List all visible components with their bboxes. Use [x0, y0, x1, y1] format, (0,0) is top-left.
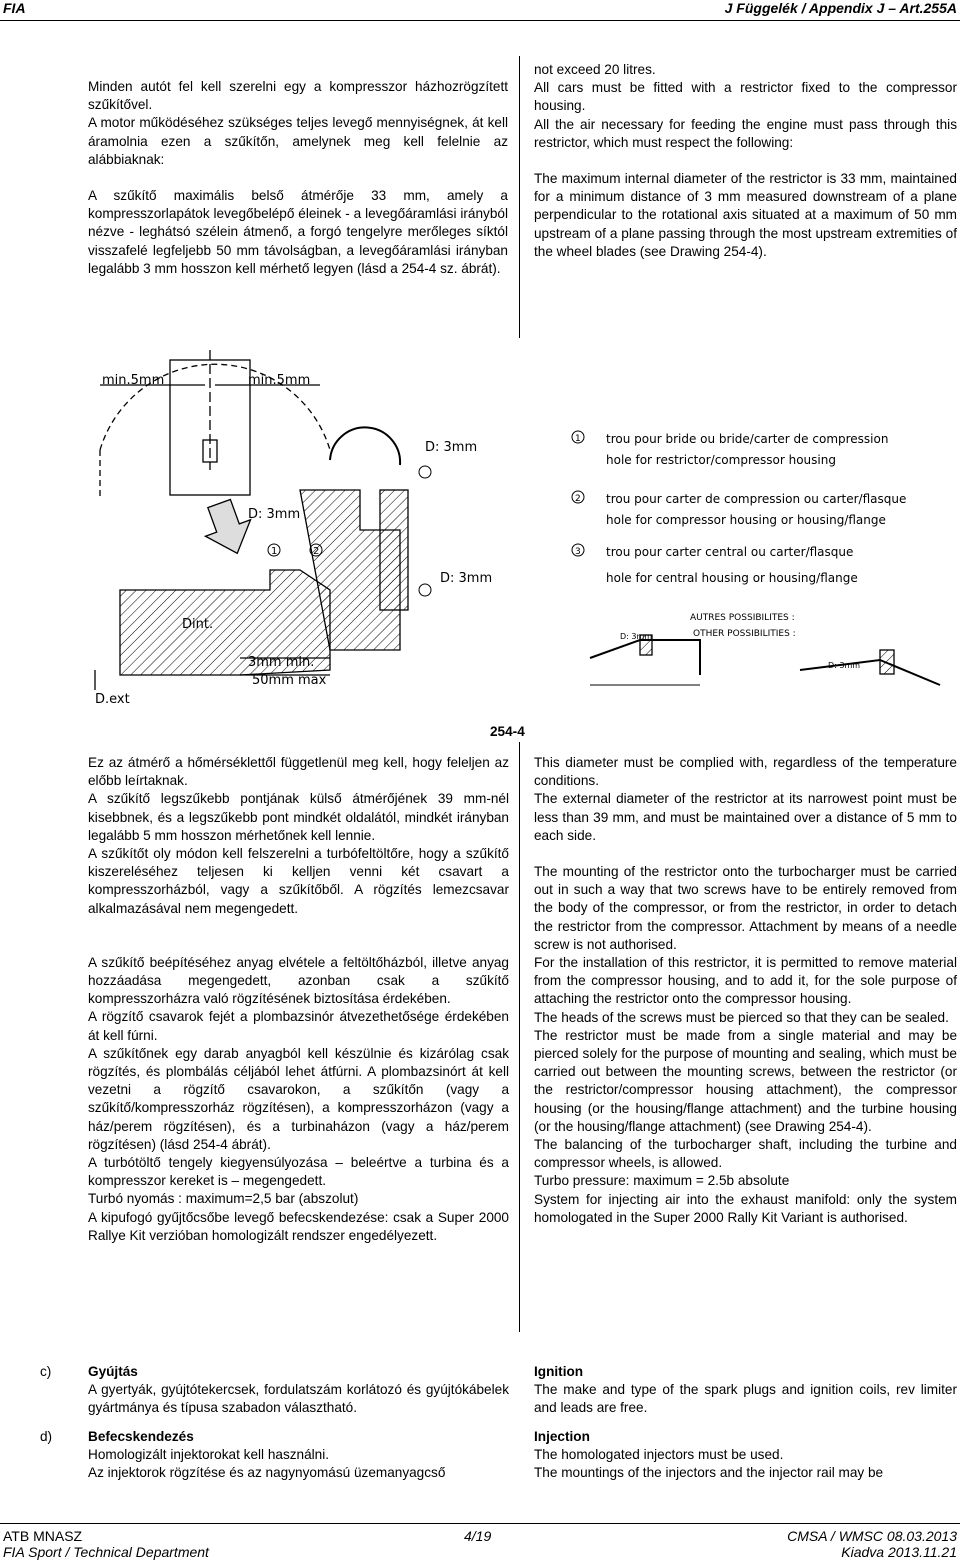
legend-num-2: 2: [575, 494, 581, 504]
paragraph: System for injecting air into the exhaust manifold: only the system homologated in the Super 2000 Rally Kit Variant is authorised.: [534, 1191, 957, 1225]
section-title: Gyújtás: [88, 1364, 138, 1379]
paragraph: A szűkítőt oly módon kell felszerelni a turbófeltöltőre, hogy a szűkítő kiszereléséhez teljesen ki kelljen venni két csavart a kompresszorházból, vagy a szűkítőből. A rögzítés lemezcsavar alkalmazásával nem megengedett.: [88, 846, 509, 916]
legend-en-3: hole for central housing or housing/flange: [606, 571, 858, 585]
legend-fr-2: trou pour carter de compression ou carter/flasque: [606, 492, 907, 506]
label-50mm-max: 50mm max: [252, 673, 327, 688]
restrictor-drawing: [0, 340, 960, 718]
top-left-column: [88, 78, 508, 278]
paragraph: The balancing of the turbocharger shaft, including the turbine and compressor wheels, is allowed.: [534, 1137, 957, 1171]
section-body: Az injektorok rögzítése és az nagynyomású üzemanyagcső: [88, 1465, 446, 1481]
paragraph: This diameter must be complied with, regardless of the temperature conditions.: [534, 755, 957, 789]
paragraph: Ez az átmérő a hőmérséklettől függetlenül meg kell, hogy feleljen az előbb leírtaknak.: [88, 755, 509, 789]
label-dint: Dint.: [182, 617, 214, 632]
drawing-caption: 254-4: [490, 724, 525, 739]
section-letter-d: d): [40, 1429, 53, 1444]
label-d3-d: D: 3mm: [620, 632, 653, 641]
legend-num-1: 1: [575, 434, 581, 444]
legend-fr-3: trou pour carter central ou carter/flasque: [606, 545, 854, 559]
section-d-hu: [88, 1428, 509, 1483]
paragraph: A szűkítő beépítéséhez anyag elvétele a feltöltőházból, illetve anyag hozzáadása megengedett, azonban csak a szűkítő kompresszorházra való rögzítésének biztosítása érdekében.: [88, 954, 509, 1007]
section-body: The mountings of the injectors and the injector rail may be: [534, 1465, 884, 1481]
label-autres: AUTRES POSSIBILITES :: [690, 613, 795, 623]
paragraph: Minden autót fel kell szerelni egy a kompresszor házhozrögzített szűkítővel.: [88, 79, 508, 113]
top-right-column: [534, 61, 957, 261]
paragraph: The mounting of the restrictor onto the turbocharger must be carried out in such a way that two screws have to be entirely removed from the body of the compressor, or from the restrictor, in order to detach the restrictor from the compressor. Attachment by means of a needle screw is not authorised.: [534, 864, 957, 952]
legend-en-1: hole for restrictor/compressor housing: [606, 453, 836, 467]
paragraph: The restrictor must be made from a single material and may be pierced solely for the purpose of mounting and sealing, which must be carried out between the mounting screws, between the restrictor (or the restrictor/compressor housing attachment), the compressor housing (or the housing/flange attachment) and the turbine housing (or the housing/flange attachment) (see Drawing 254-4).: [534, 1027, 957, 1134]
column-divider: [519, 742, 520, 1332]
paragraph: Turbó nyomás : maximum=2,5 bar (abszolut): [88, 1191, 359, 1207]
footer-right-2: Kiadva 2013.11.21: [841, 1544, 957, 1560]
section-d-en: [534, 1428, 957, 1483]
bottom-right-column: [534, 754, 957, 1227]
paragraph: Turbo pressure: maximum = 2.5b absolute: [534, 1173, 790, 1189]
column-divider: [519, 56, 520, 338]
paragraph: A szűkítő legszűkebb pontjának külső átmérőjének 39 mm-nél kisebbnek, és a legszűkebb pont mindkét oldalától, mindkét irányban legalább 5 mm hosszon mérhetőnek kell lennie.: [88, 791, 509, 843]
legend-fr-1: trou pour bride ou bride/carter de compression: [606, 432, 889, 446]
paragraph: A szűkítőnek egy darab anyagból kell készülnie és kizárólag csak rögzítés, és plombálás céljából lehet átfúrni. A plombazsinórt át kell vezetni a rögzítő csavarokon, a szűkítőn (vagy a szűkítő/kompresszorház rögzítésen), a kompresszorházon (vagy a ház/perem rögzítésen), és a turbinaházon (vagy a ház/perem rögzítésen) (lásd 254-4 ábrát).: [88, 1045, 509, 1152]
label-other: OTHER POSSIBILITIES :: [693, 629, 796, 639]
paragraph: All the air necessary for feeding the engine must pass through this restrictor, which must respect the following:: [534, 116, 957, 150]
paragraph: A szűkítő maximális belső átmérője 33 mm, amely a kompresszorlapátok levegőbelépő éleinek - a levegőáramlási irányból nézve - leghátsó szélein átmenő, a forgó tengelyre merőleges síktól visszafelé legfeljebb 50 mm távolságban, a levegőáramlási irányban legalább 3 mm hosszon kell mérhető legyen (lásd a 254-4 sz. ábrát).: [88, 188, 508, 276]
paragraph: A motor működéséhez szükséges teljes levegő mennyiségnek, át kell áramolnia ezen a szűkítőn, amelynek meg kell felelnie az alábbiaknak:: [88, 115, 508, 167]
legend-num-3: 3: [575, 547, 581, 557]
paragraph: The heads of the screws must be pierced so that they can be sealed.: [534, 1009, 949, 1025]
paragraph: The maximum internal diameter of the restrictor is 33 mm, maintained for a minimum distance of 3 mm measured downstream of a plane perpendicular to the rotational axis situated at a maximum of 50 mm upstream of a plane passing through the most upstream extremities of the wheel blades (see Drawing 254-4).: [534, 171, 957, 259]
footer-left-2: FIA Sport / Technical Department: [3, 1544, 209, 1560]
paragraph: The external diameter of the restrictor at its narrowest point must be less than 39 mm, and must be maintained over a distance of 5 mm to each side.: [534, 791, 957, 843]
paragraph: not exceed 20 litres.: [534, 62, 656, 77]
paragraph: A rögzítő csavarok fejét a plombazsinór átvezethetősége érdekében át kell fúrni.: [88, 1009, 509, 1043]
paragraph: For the installation of this restrictor, it is permitted to remove material from the compressor housing, and to add it, for the sole purpose of attaching the restrictor onto the compressor housing.: [534, 955, 957, 1007]
section-title: Ignition: [534, 1364, 584, 1379]
section-title: Injection: [534, 1429, 590, 1444]
footer-page-number: 4/19: [464, 1528, 492, 1544]
bottom-left-column: [88, 754, 509, 1245]
section-body: Homologizált injektorokat kell használni.: [88, 1447, 330, 1463]
page-footer: [0, 1523, 960, 1560]
label-min5-right: min.5mm: [248, 373, 311, 388]
label-3mm-min: 3mm min.: [248, 655, 315, 670]
section-body: The make and type of the spark plugs and ignition coils, rev limiter and leads are free.: [534, 1382, 957, 1416]
footer-right-1: CMSA / WMSC 08.03.2013: [787, 1528, 957, 1544]
page-header: [0, 0, 960, 21]
paragraph: All cars must be fitted with a restrictor fixed to the compressor housing.: [534, 80, 957, 114]
section-title: Befecskendezés: [88, 1429, 194, 1444]
section-body: The homologated injectors must be used.: [534, 1447, 784, 1463]
section-c-hu: [88, 1363, 509, 1418]
label-min5-left: min.5mm: [102, 373, 165, 388]
header-right: J Függelék / Appendix J – Art.255A: [724, 0, 957, 16]
label-dext: D.ext: [95, 692, 130, 707]
label-d3-c: D: 3mm: [440, 571, 493, 586]
paragraph: A kipufogó gyűjtőcsőbe levegő befecskendezése: csak a Super 2000 Rallye Kit verzióban homologizált rendszer engedélyezett.: [88, 1209, 509, 1243]
paragraph: A turbótöltő tengely kiegyensúlyozása – beleértve a turbina és a kompresszor kereket is – megengedett.: [88, 1155, 509, 1189]
legend-en-2: hole for compressor housing or housing/flange: [606, 513, 886, 527]
marker-2: 2: [313, 546, 320, 557]
section-body: A gyertyák, gyújtótekercsek, fordulatszám korlátozó és gyújtókábelek gyártmánya és típusa szabadon választható.: [88, 1382, 509, 1416]
section-letter-c: c): [40, 1364, 52, 1379]
label-d3-a: D: 3mm: [425, 440, 478, 455]
section-c-en: [534, 1363, 957, 1418]
marker-1: 1: [271, 546, 278, 557]
header-left: FIA: [3, 0, 26, 16]
footer-left-1: ATB MNASZ: [3, 1528, 83, 1544]
label-d3-e: D: 3mm: [828, 661, 861, 670]
label-d3-b: D: 3mm: [248, 507, 301, 522]
